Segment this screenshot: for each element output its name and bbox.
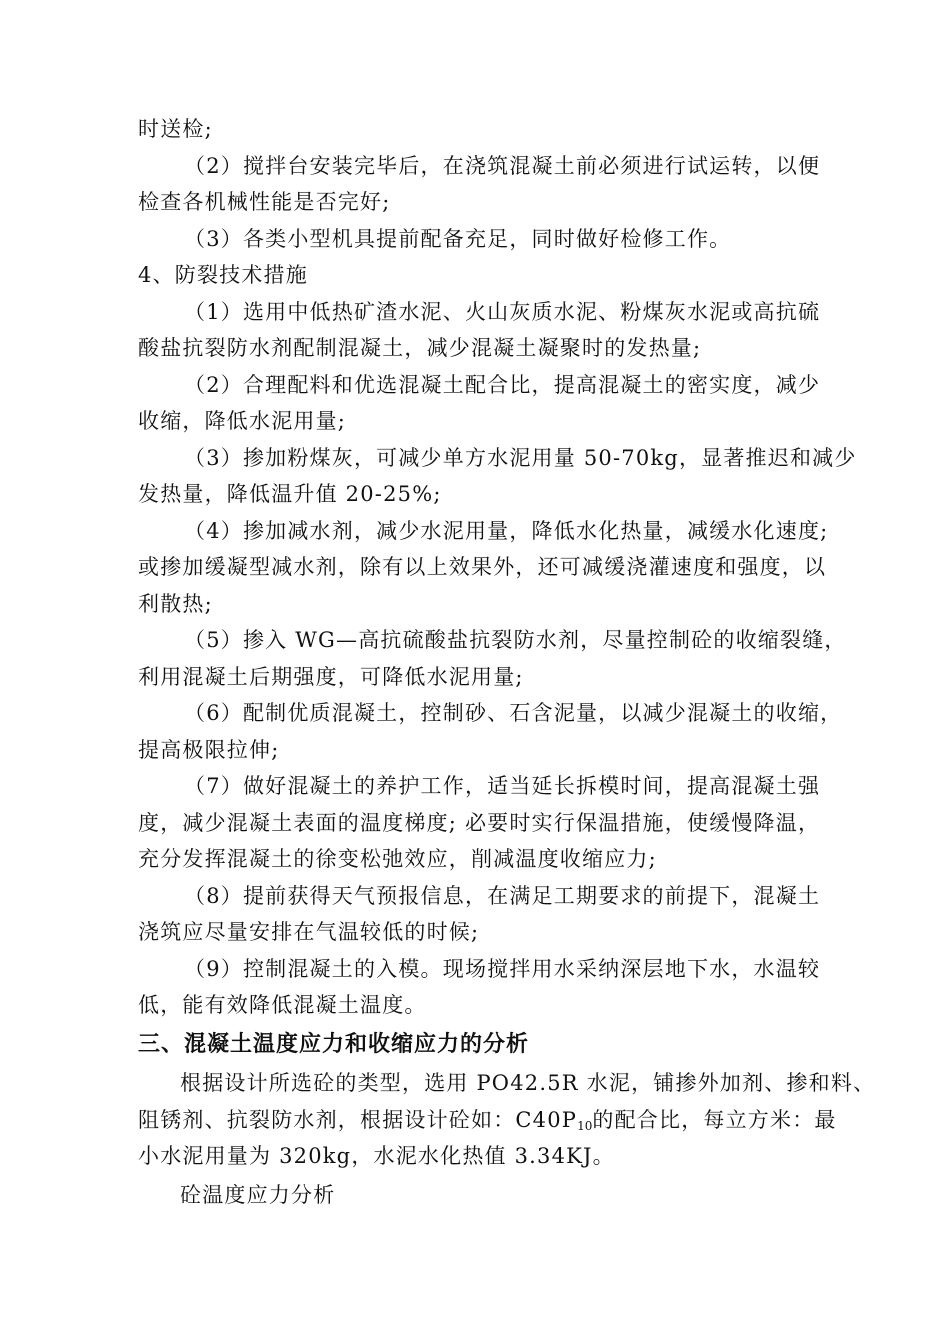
text-line: 或掺加缓凝型减水剂，除有以上效果外，还可减缓浇灌速度和强度，以 (138, 555, 827, 579)
text-line: 小水泥用量为 320kg，水泥水化热值 3.34KJ。 (138, 1144, 615, 1168)
text-line: 发热量，降低温升值 20-25%; (138, 482, 442, 506)
text-line: （2）搅拌台安装完毕后，在浇筑混凝土前必须进行试运转，以便 (184, 154, 821, 178)
text-line: （5）掺入 WG—高抗硫酸盐抗裂防水剂，尽量控制砼的收缩裂缝， (184, 628, 847, 652)
text-line: 浇筑应尽量安排在气温较低的时候; (138, 920, 480, 944)
text-line: （6）配制优质混凝土，控制砂、石含泥量，以减少混凝土的收缩， (184, 701, 843, 725)
text-line: （8）提前获得天气预报信息，在满足工期要求的前提下，混凝土 (184, 884, 821, 908)
text-line: 酸盐抗裂防水剂配制混凝土，减少混凝土凝聚时的发热量; (138, 336, 702, 360)
text-line: 充分发挥混凝土的徐变松弛效应，削减温度收缩应力; (138, 847, 657, 871)
text-line: （2）合理配料和优选混凝土配合比，提高混凝土的密实度，减少 (184, 373, 821, 397)
text-line: 砼温度应力分析 (180, 1183, 336, 1207)
text-line-formula (138, 1105, 837, 1141)
text-line: 检查各机械性能是否完好; (138, 190, 391, 214)
text-line: 根据设计所选砼的类型，选用 PO42.5R 水泥，铺掺外加剂、掺和料、 (180, 1071, 876, 1095)
text-line: 低，能有效降低混凝土温度。 (138, 993, 427, 1017)
text-line: 度，减少混凝土表面的温度梯度; 必要时实行保温措施，使缓慢降温， (138, 811, 821, 835)
text-line: 提高极限拉伸; (138, 738, 280, 762)
text-fragment: 阻锈剂、抗裂防水剂，根据设计砼如：C40P (138, 1108, 578, 1132)
text-line: 利用混凝土后期强度，可降低水泥用量; (138, 665, 524, 689)
text-fragment: 的配合比，每立方米：最 (592, 1108, 837, 1132)
text-line: （4）掺加减水剂，减少水泥用量，降低水化热量，减缓水化速度; (184, 519, 829, 543)
text-line: （3）掺加粉煤灰，可减少单方水泥用量 50-70kg，显著推迟和减少 (184, 446, 857, 470)
subscript: 10 (577, 1119, 593, 1133)
text-line: （3）各类小型机具提前配备充足，同时做好检修工作。 (184, 227, 732, 251)
text-line: 收缩，降低水泥用量; (138, 409, 347, 433)
section-subheading: 4、防裂技术措施 (138, 263, 308, 287)
text-line: （7）做好混凝土的养护工作，适当延长拆模时间，提高混凝土强 (184, 774, 821, 798)
text-line: （1）选用中低热矿渣水泥、火山灰质水泥、粉煤灰水泥或高抗硫 (184, 300, 821, 324)
text-line: 利散热; (138, 592, 213, 616)
section-heading: 三、混凝土温度应力和收缩应力的分析 (138, 1032, 530, 1057)
text-line: 时送检; (138, 117, 213, 141)
text-line: （9）控制混凝土的入模。现场搅拌用水采纳深层地下水，水温较 (184, 957, 821, 981)
